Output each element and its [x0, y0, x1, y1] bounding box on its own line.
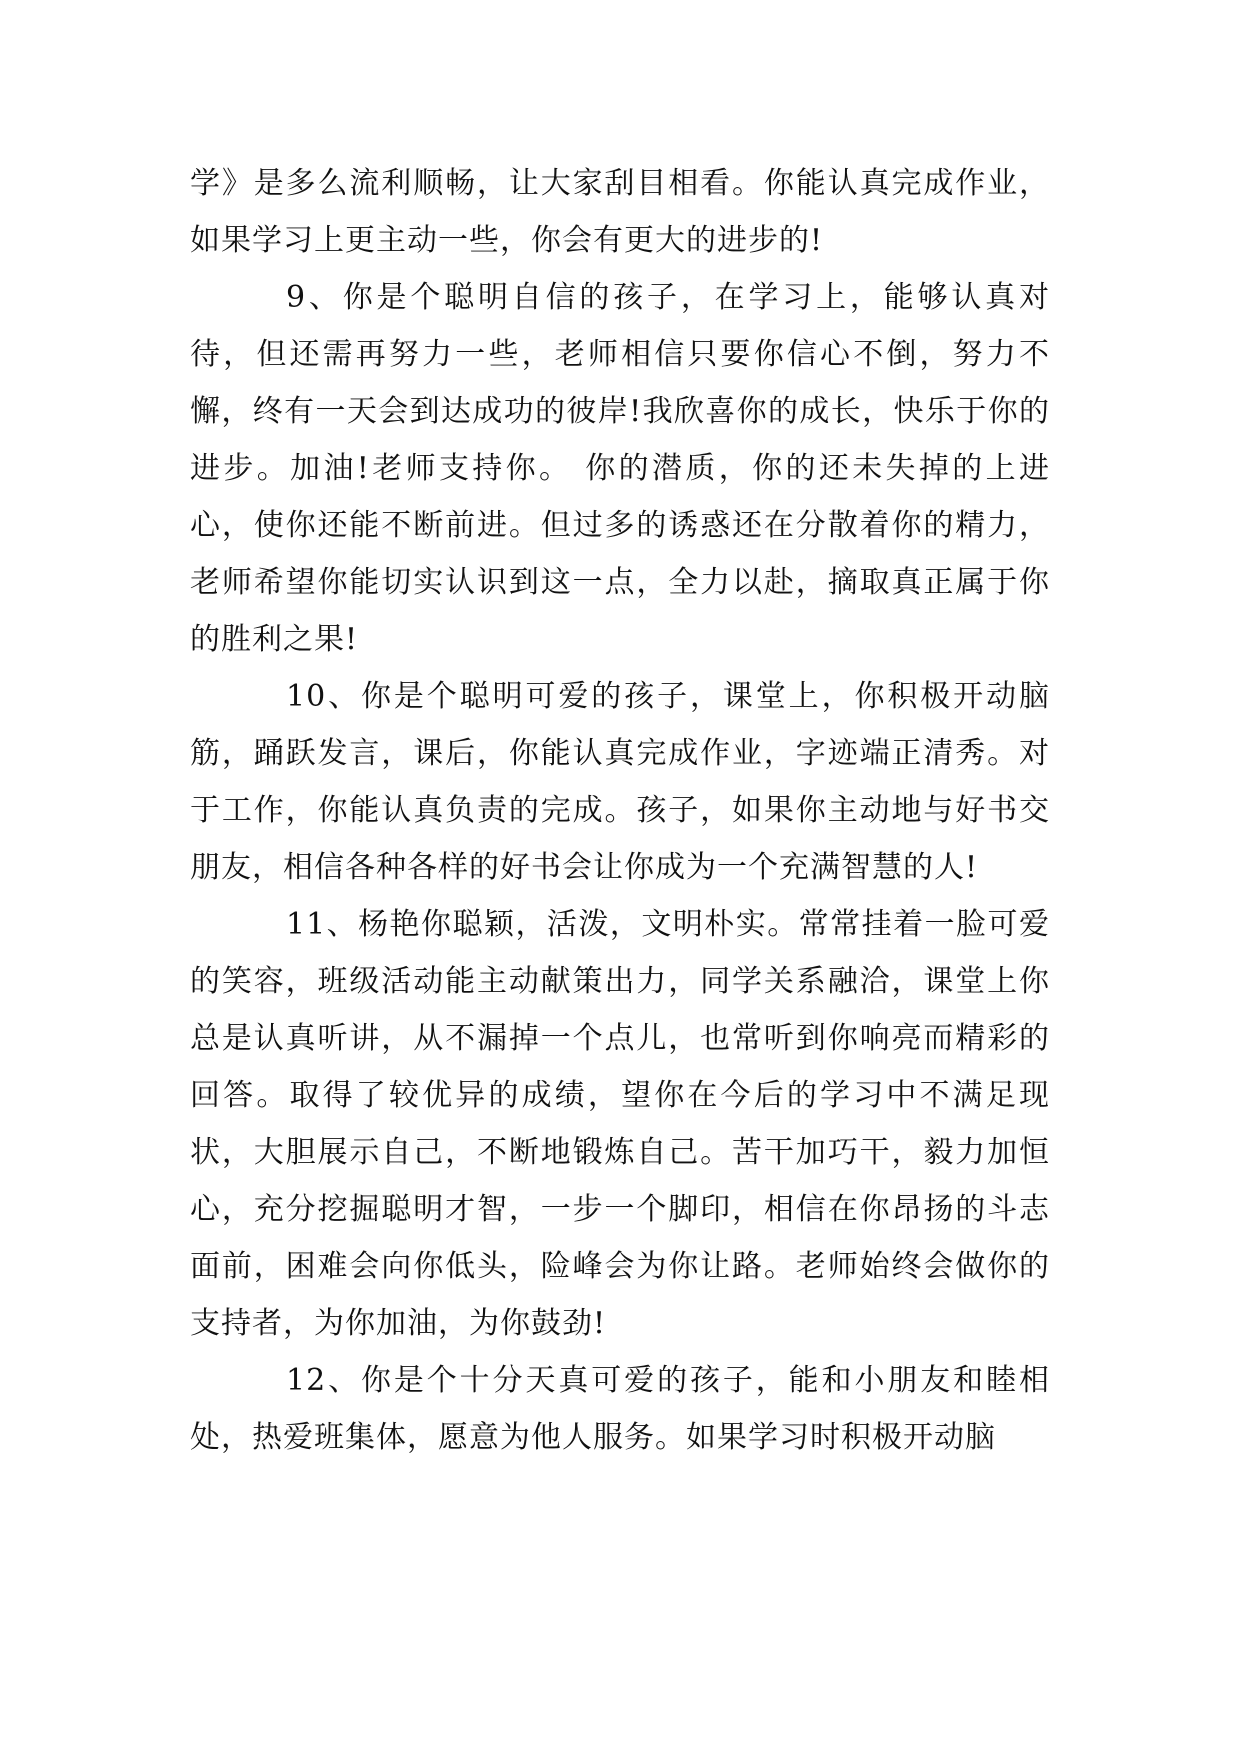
- paragraph-comment-12: 12、你是个十分天真可爱的孩子，能和小朋友和睦相处，热爱班集体，愿意为他人服务。如果学习时积极开动脑: [190, 1363, 1050, 1455]
- paragraph-continuation: 学》是多么流利顺畅，让大家刮目相看。你能认真完成作业，如果学习上更主动一些，你会有更大的进步的!: [190, 166, 1050, 258]
- paragraph-comment-11: 11、杨艳你聪颖，活泼，文明朴实。常常挂着一脸可爱的笑容，班级活动能主动献策出力，同学关系融洽，课堂上你总是认真听讲，从不漏掉一个点儿，也常听到你响亮而精彩的回答。取得了较优异的成绩，望你在今后的学习中不满足现状，大胆展示自己，不断地锻炼自己。苦干加巧干，毅力加恒心，充分挖掘聪明才智，一步一个脚印，相信在你昂扬的斗志面前，困难会向你低头，险峰会为你让路。老师始终会做你的支持者，为你加油，为你鼓劲!: [190, 907, 1050, 1341]
- paragraph-comment-10: 10、你是个聪明可爱的孩子，课堂上，你积极开动脑筋，踊跃发言，课后，你能认真完成作业，字迹端正清秀。对于工作，你能认真负责的完成。孩子，如果你主动地与好书交朋友，相信各种各样的好书会让你成为一个充满智慧的人!: [190, 679, 1050, 885]
- paragraph-comment-9: 9、你是个聪明自信的孩子，在学习上，能够认真对待，但还需再努力一些，老师相信只要你信心不倒，努力不懈，终有一天会到达成功的彼岸!我欣喜你的成长，快乐于你的进步。加油!老师支持你。 你的潜质，你的还未失掉的上进心，使你还能不断前进。但过多的诱惑还在分散着你的精力，老师希望你能切实认识到这一点，全力以赴，摘取真正属于你的胜利之果!: [190, 280, 1050, 657]
- document-body: [190, 155, 1050, 1466]
